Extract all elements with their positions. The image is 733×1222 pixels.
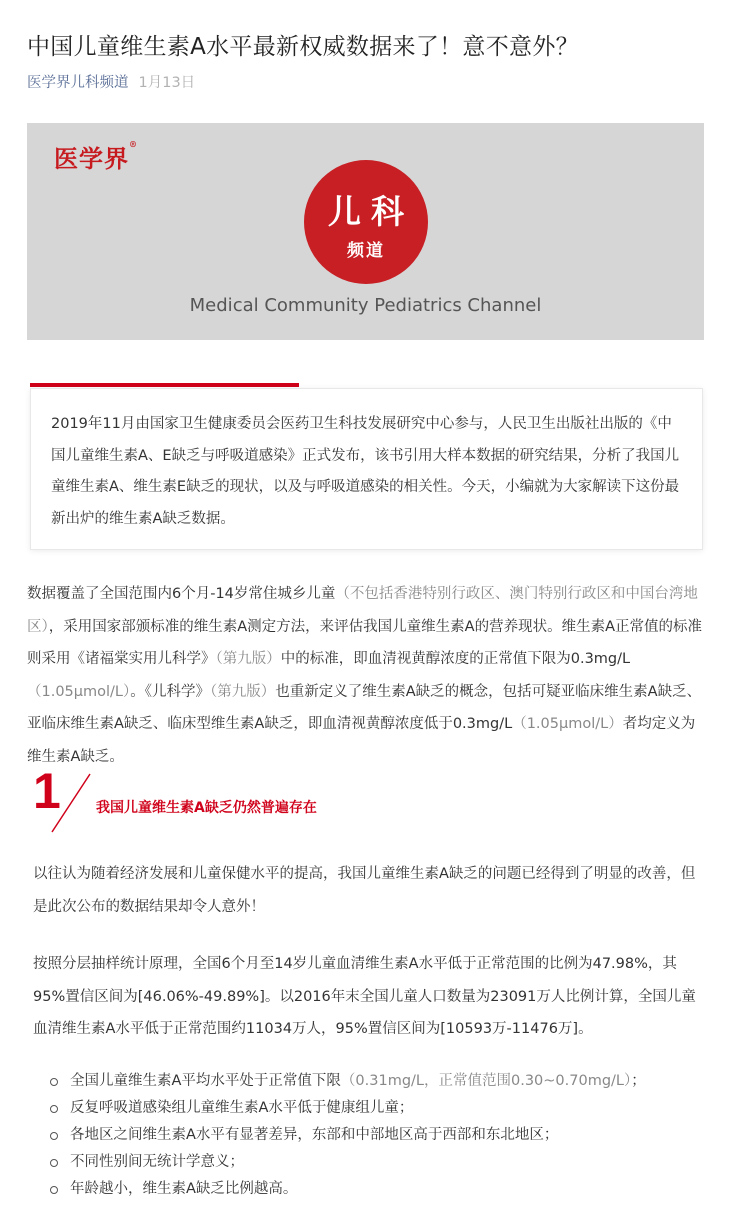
pediatrics-channel-badge (304, 160, 428, 284)
account-name-link[interactable]: 医学界儿科频道 (27, 75, 129, 91)
findings-list (46, 1068, 646, 1203)
badge-line2: 频道 (347, 241, 385, 261)
abstract-box (30, 388, 703, 550)
section-paragraph-2: 按照分层抽样统计原理，全国6个月至14岁儿童血清维生素A水平低于正常范围的比例为47.98%，其95%置信区间为[46.06%-49.89%]。以2016年末全国儿童人口数量为23091万人比例计算，全国儿童血清维生素A水平低于正常范围约11034万人，95%置信区间为[10593万-11476万]。 (33, 956, 696, 1037)
article-meta (27, 71, 195, 92)
section-number: 1 (33, 763, 61, 819)
abstract-accent-bar (30, 383, 299, 387)
intro-paragraph: 数据覆盖了全国范围内6个月-14岁常住城乡儿童（不包括香港特别行政区、澳门特别行政区和中国台湾地区），采用国家部颁标准的维生素A测定方法，来评估我国儿童维生素A的营养现状。维生素A正常值的标准则采用《诸福棠实用儿科学》（第九版）中的标准，即血清视黄醇浓度的正常值下限为0.3mg/L（1.05μmol/L）。《儿科学》（第九版）也重新定义了维生素A缺乏的概念，包括可疑亚临床维生素A缺乏、亚临床维生素A缺乏、临床型维生素A缺乏，即血清视黄醇浓度低于0.3mg/L（1.05μmol/L）者均定义为维生素A缺乏。 (27, 586, 703, 765)
badge-line1: 儿科 (328, 192, 414, 231)
section-heading: 我国儿童维生素A缺乏仍然普遍存在 (96, 800, 317, 816)
list-item: 反复呼吸道感染组儿童维生素A水平低于健康组儿童； (46, 1095, 646, 1122)
abstract-text: 2019年11月由国家卫生健康委员会医药卫生科技发展研究中心参与，人民卫生出版社出版的《中国儿童维生素A、E缺乏与呼吸道感染》正式发布，该书引用大样本数据的研究结果，分析了我国儿童维生素A、维生素E缺乏的现状，以及与呼吸道感染的相关性。今天，小编就为大家解读下这份最新出炉的维生素A缺乏数据。 (51, 416, 680, 527)
publish-date: 1月13日 (138, 75, 196, 91)
list-item: 年龄越小，维生素A缺乏比例越高。 (46, 1176, 646, 1203)
header-banner-image (27, 123, 704, 340)
section-paragraph-1: 以往认为随着经济发展和儿童保健水平的提高，我国儿童维生素A缺乏的问题已经得到了明显的改善，但是此次公布的数据结果却令人意外！ (33, 866, 696, 915)
list-item: 不同性别间无统计学意义； (46, 1149, 646, 1176)
section-slash-icon (46, 772, 96, 834)
article-title: 中国儿童维生素A水平最新权威数据来了！意不意外？ (27, 34, 579, 60)
yixuejie-logo: 医学界® (54, 139, 138, 173)
list-item: 各地区之间维生素A水平有显著差异，东部和中部地区高于西部和东北地区； (46, 1122, 646, 1149)
list-item: 全国儿童维生素A平均水平处于正常值下限（0.31mg/L，正常值范围0.30~0.70mg/L）； (46, 1068, 646, 1095)
banner-subtitle: Medical Community Pediatrics Channel (189, 295, 542, 316)
